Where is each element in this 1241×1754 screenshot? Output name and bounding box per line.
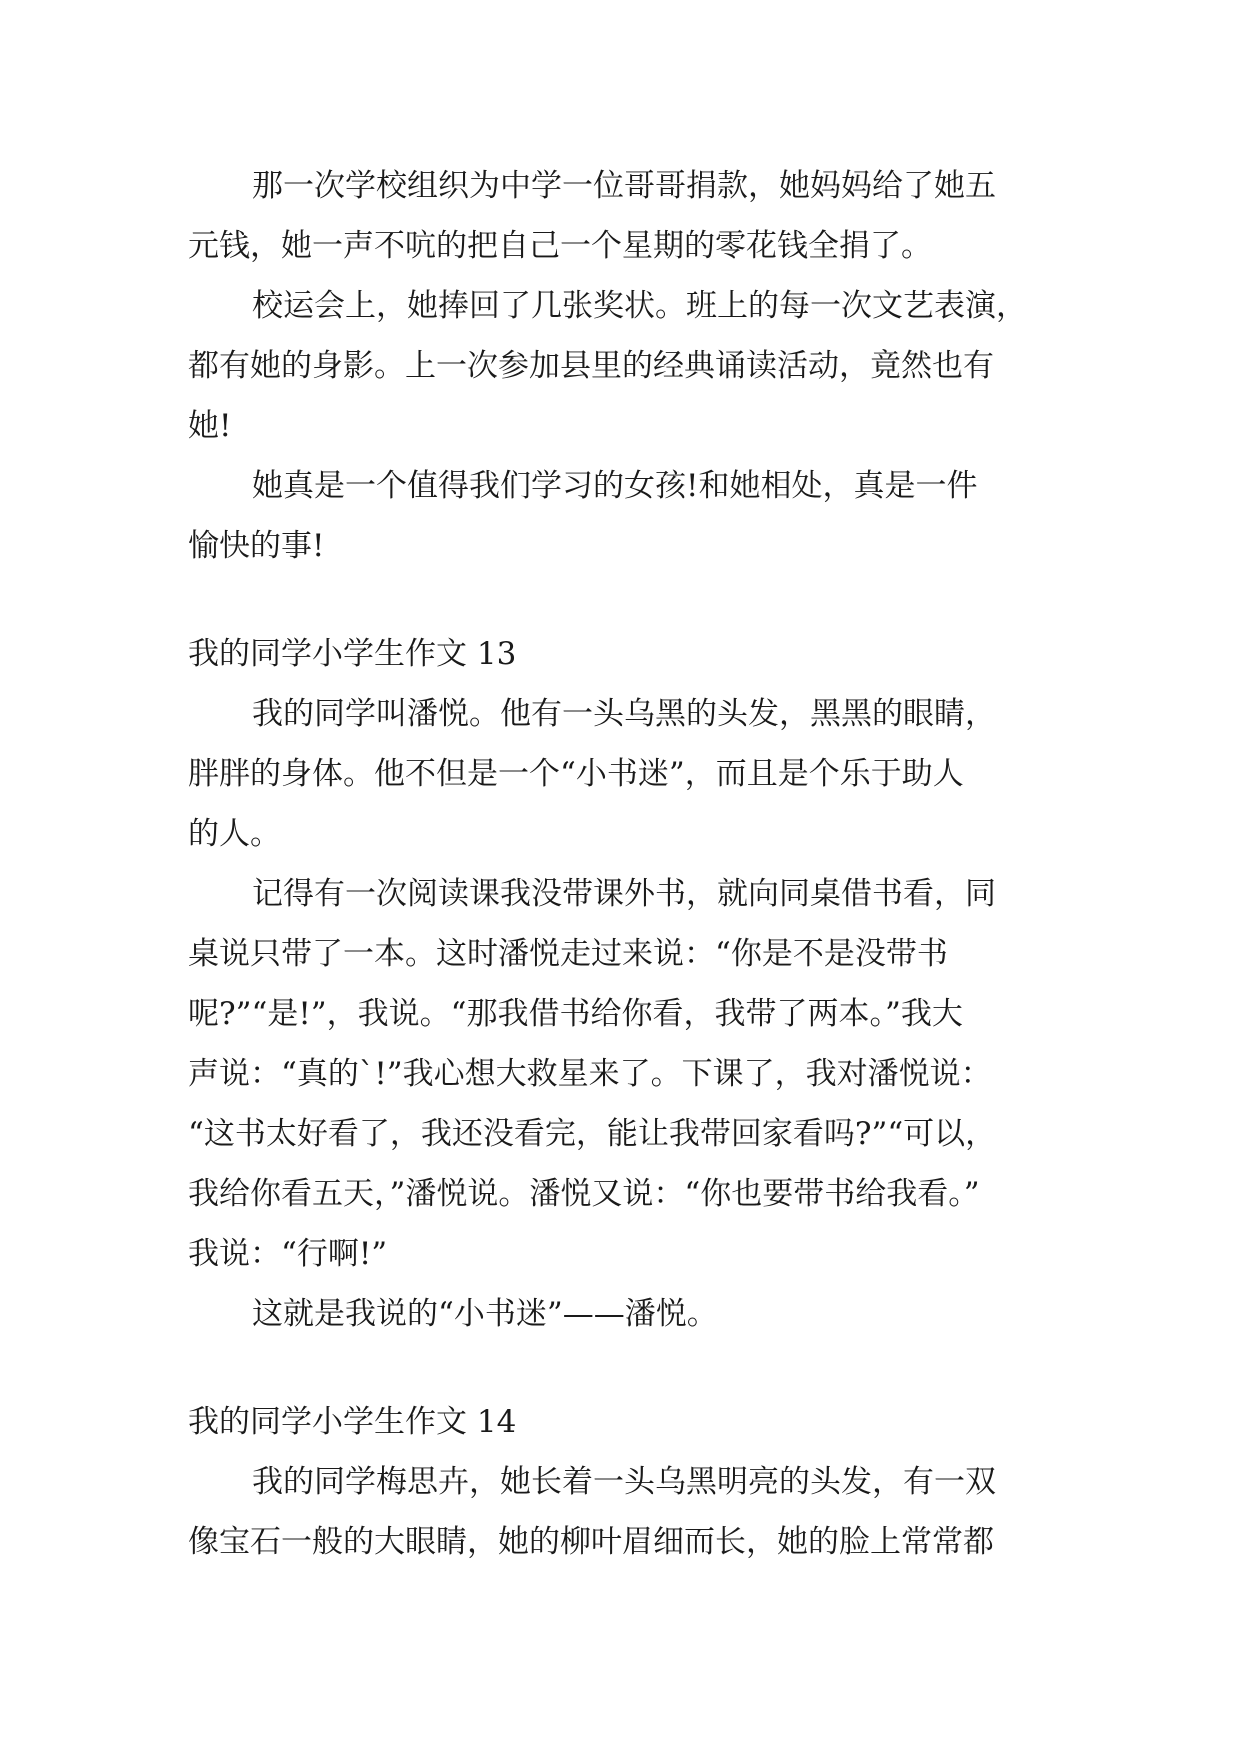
paragraph-line: 她真是一个值得我们学习的女孩!和她相处，真是一件	[252, 468, 978, 504]
paragraph-line: 我给你看五天，”潘悦说。潘悦又说：“你也要带书给我看。”	[188, 1176, 980, 1212]
paragraph-line: 我说：“行啊!”	[188, 1236, 388, 1272]
paragraph-line: 校运会上，她捧回了几张奖状。班上的每一次文艺表演，	[252, 288, 1027, 324]
paragraph-line: 呢?”“是!”，我说。“那我借书给你看，我带了两本。”我大	[188, 996, 963, 1032]
paragraph-line: 愉快的事!	[188, 528, 325, 564]
section-heading: 我的同学小学生作文 13	[188, 636, 517, 672]
paragraph-line: 胖胖的身体。他不但是一个“小书迷”，而且是个乐于助人	[188, 756, 964, 792]
paragraph-line: 都有她的身影。上一次参加县里的经典诵读活动，竟然也有	[188, 348, 994, 384]
paragraph-line: 我的同学叫潘悦。他有一头乌黑的头发，黑黑的眼睛，	[252, 696, 996, 732]
paragraph-line: 她!	[188, 408, 232, 444]
paragraph-line: 我的同学梅思卉，她长着一头乌黑明亮的头发，有一双	[252, 1464, 996, 1500]
section-heading: 我的同学小学生作文 14	[188, 1404, 517, 1440]
paragraph-line: “这书太好看了，我还没看完，能让我带回家看吗?”“可以，	[188, 1116, 997, 1152]
paragraph-line: 那一次学校组织为中学一位哥哥捐款，她妈妈给了她五	[252, 168, 996, 204]
paragraph-line: 元钱，她一声不吭的把自己一个星期的零花钱全捐了。	[188, 228, 932, 264]
paragraph-line: 记得有一次阅读课我没带课外书，就向同桌借书看，同	[252, 876, 996, 912]
paragraph-line: 声说：“真的`!”我心想大救星来了。下课了，我对潘悦说：	[188, 1056, 992, 1092]
paragraph-line: 桌说只带了一本。这时潘悦走过来说：“你是不是没带书	[188, 936, 948, 972]
paragraph-line: 这就是我说的“小书迷”——潘悦。	[252, 1296, 718, 1332]
paragraph-line: 像宝石一般的大眼睛，她的柳叶眉细而长，她的脸上常常都	[188, 1524, 994, 1560]
paragraph-line: 的人。	[188, 816, 281, 852]
